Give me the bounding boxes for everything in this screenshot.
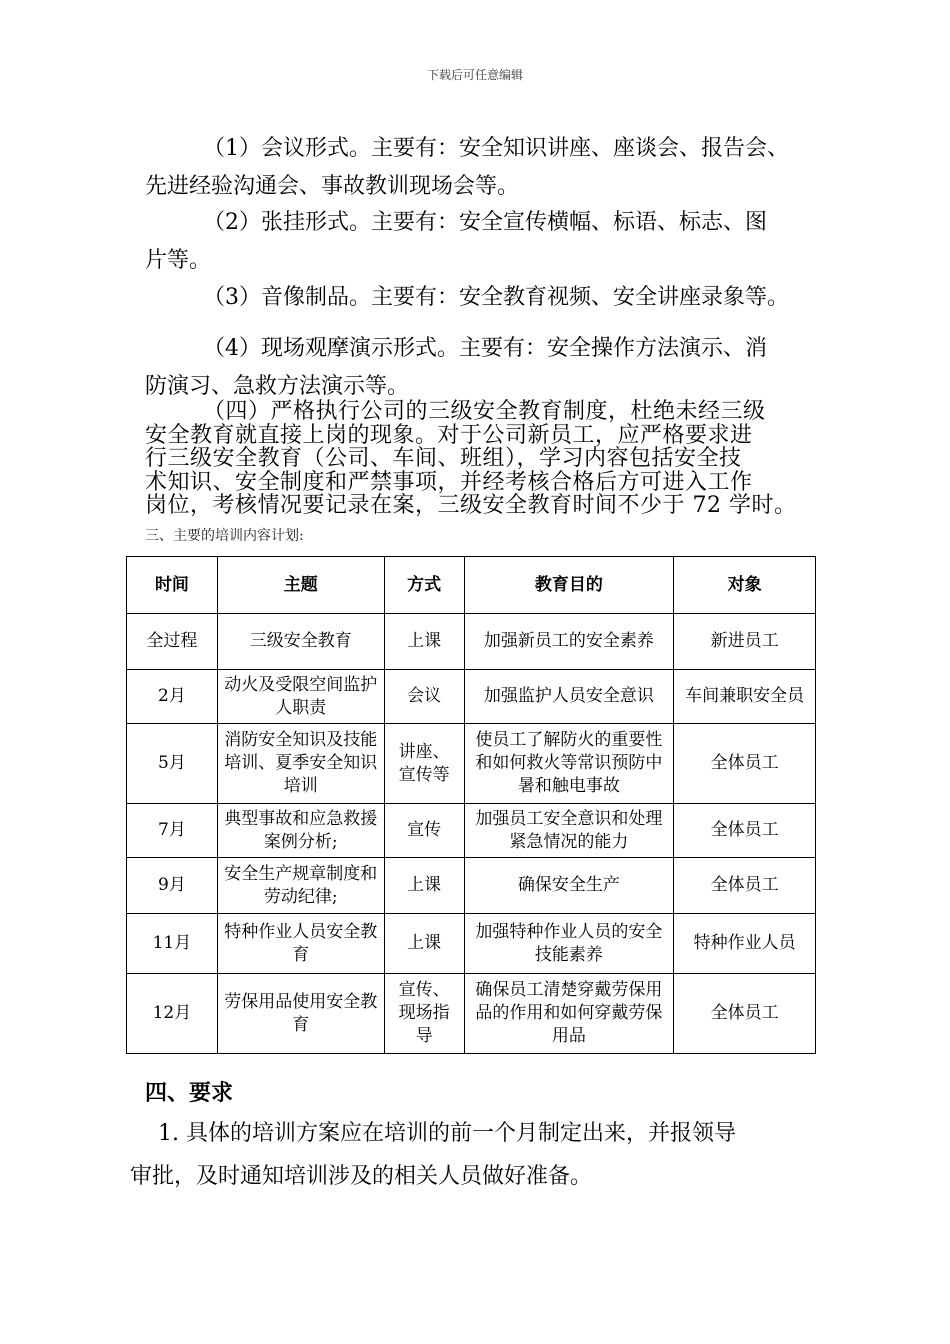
cell-time: 2月 (127, 670, 218, 724)
cell-topic: 安全生产规章制度和劳动纪律; (217, 858, 384, 914)
cell-audience: 全体员工 (674, 974, 816, 1054)
cell-method: 上课 (384, 914, 464, 974)
table-row (127, 914, 816, 974)
form-demo-line1: （4）现场观摩演示形式。主要有：安全操作方法演示、消 (203, 336, 767, 361)
header-topic: 主题 (217, 557, 384, 614)
table-row (127, 614, 816, 670)
cell-topic: 劳保用品使用安全教育 (217, 974, 384, 1054)
header-audience: 对象 (674, 557, 816, 614)
cell-topic: 动火及受限空间监护人职责 (217, 670, 384, 724)
requirement-line: 审批，及时通知培训涉及的相关人员做好准备。 (130, 1164, 593, 1189)
header-purpose: 教育目的 (464, 557, 674, 614)
table-row (127, 974, 816, 1054)
cell-purpose: 加强新员工的安全素养 (464, 614, 674, 670)
cell-topic: 特种作业人员安全教育 (217, 914, 384, 974)
form-posting (145, 204, 825, 280)
cell-purpose: 加强员工安全意识和处理紧急情况的能力 (464, 804, 674, 858)
cell-audience: 全体员工 (674, 804, 816, 858)
form-meeting-line2: 先进经验沟通会、事故教训现场会等。 (145, 174, 520, 199)
cell-method: 讲座、宣传等 (384, 724, 464, 804)
cell-purpose: 使员工了解防火的重要性和如何救火等常识预防中暑和触电事故 (464, 724, 674, 804)
cell-time: 5月 (127, 724, 218, 804)
table-row (127, 670, 816, 724)
form-posting-line1: （2）张挂形式。主要有：安全宣传横幅、标语、标志、图 (203, 210, 767, 235)
requirement-line: 1. 具体的培训方案应在培训的前一个月制定出来，并报领导 (158, 1121, 736, 1146)
cell-audience: 新进员工 (674, 614, 816, 670)
cell-purpose: 确保安全生产 (464, 858, 674, 914)
form-posting-line2: 片等。 (145, 248, 212, 273)
page-header: 下载后可任意编辑 (426, 68, 523, 82)
cell-topic: 典型事故和应急救援案例分析; (217, 804, 384, 858)
cell-time: 全过程 (127, 614, 218, 670)
cell-audience: 全体员工 (674, 724, 816, 804)
header-time: 时间 (127, 557, 218, 614)
form-video-line1: （3）音像制品。主要有：安全教育视频、安全讲座录象等。 (203, 285, 789, 310)
cell-time: 11月 (127, 914, 218, 974)
three-level-education-paragraph (145, 400, 825, 518)
training-plan-table (126, 556, 816, 1054)
table-row (127, 858, 816, 914)
paragraph-line: 安全教育就直接上岗的现象。对于公司新员工，应严格要求进 (145, 422, 753, 448)
form-demo (145, 330, 825, 406)
cell-topic: 三级安全教育 (217, 614, 384, 670)
table-row (127, 804, 816, 858)
cell-time: 9月 (127, 858, 218, 914)
cell-audience: 全体员工 (674, 858, 816, 914)
form-meeting-line1: （1）会议形式。主要有：安全知识讲座、座谈会、报告会、 (203, 136, 789, 161)
cell-audience: 车间兼职安全员 (674, 670, 816, 724)
cell-purpose: 加强特种作业人员的安全技能素养 (464, 914, 674, 974)
requirement-item-1 (130, 1112, 830, 1198)
paragraph-line: 术知识、安全制度和严禁事项，并经考核合格后方可进入工作 (145, 469, 753, 495)
cell-topic: 消防安全知识及技能培训、夏季安全知识培训 (217, 724, 384, 804)
form-demo-line2: 防演习、急救方法演示等。 (145, 374, 410, 399)
requirements-title: 四、要求 (145, 1081, 234, 1106)
cell-method: 会议 (384, 670, 464, 724)
cell-audience: 特种作业人员 (674, 914, 816, 974)
cell-time: 12月 (127, 974, 218, 1054)
table-header-row (127, 557, 816, 614)
header-method: 方式 (384, 557, 464, 614)
cell-time: 7月 (127, 804, 218, 858)
cell-purpose: 确保员工清楚穿戴劳保用品的作用和如何穿戴劳保用品 (464, 974, 674, 1054)
cell-method: 上课 (384, 858, 464, 914)
paragraph-line: 行三级安全教育（公司、车间、班组），学习内容包括安全技 (145, 446, 742, 471)
form-meeting (145, 130, 825, 206)
cell-method: 宣传 (384, 804, 464, 858)
plan-section-title: 三、主要的培训内容计划: (145, 528, 304, 544)
paragraph-line: （四）严格执行公司的三级安全教育制度，杜绝未经三级 (203, 399, 766, 424)
cell-method: 宣传、现场指导 (384, 974, 464, 1054)
form-video (145, 279, 825, 317)
table-row (127, 724, 816, 804)
cell-purpose: 加强监护人员安全意识 (464, 670, 674, 724)
paragraph-line: 岗位，考核情况要记录在案，三级安全教育时间不少于 72 学时。 (145, 493, 797, 518)
cell-method: 上课 (384, 614, 464, 670)
